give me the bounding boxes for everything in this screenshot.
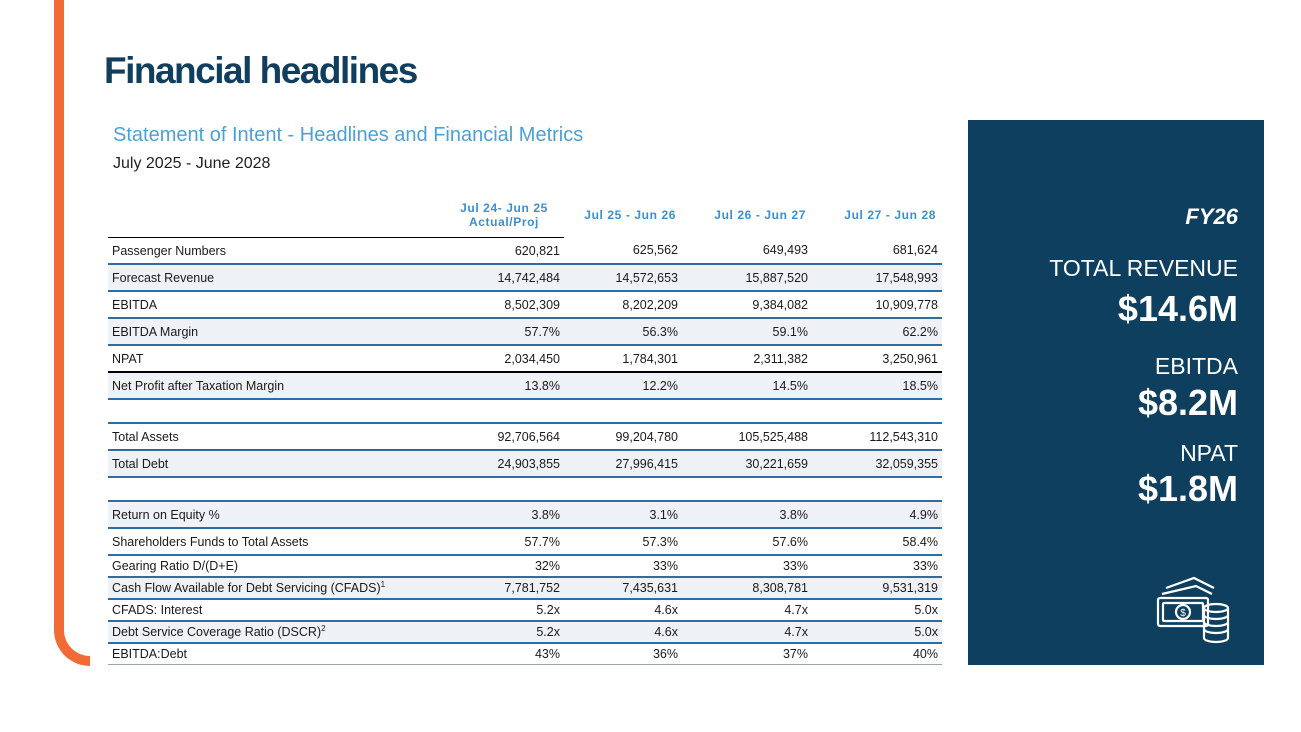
table-row	[108, 555, 942, 577]
cell: 4.7x	[682, 621, 812, 643]
cell: 17,548,993	[812, 264, 942, 291]
row-label: Total Assets	[108, 423, 444, 450]
kpi-panel	[968, 120, 1264, 665]
footnote-marker: 2	[321, 624, 326, 634]
cell: 5.0x	[812, 621, 942, 643]
cell: 2,311,382	[682, 345, 812, 372]
cell: 3.8%	[682, 501, 812, 528]
cell: 18.5%	[812, 372, 942, 399]
cell: 27,996,415	[564, 450, 682, 477]
cell: 92,706,564	[444, 423, 564, 450]
cell: 57.7%	[444, 528, 564, 555]
table-subtitle: Statement of Intent - Headlines and Financial Metrics	[113, 124, 584, 146]
header-col-1-line1: Jul 24- Jun 25	[460, 201, 548, 215]
row-label: Gearing Ratio D/(D+E)	[108, 555, 444, 577]
cell: 32,059,355	[812, 450, 942, 477]
cell: 5.2x	[444, 599, 564, 621]
kpi-value-revenue: $14.6M	[1117, 288, 1238, 329]
cell: 9,384,082	[682, 291, 812, 318]
cell: 8,502,309	[444, 291, 564, 318]
cell: 2,034,450	[444, 345, 564, 372]
header-col-4: Jul 27 - Jun 28	[844, 208, 936, 223]
kpi-label-npat: NPAT	[1180, 440, 1238, 466]
kpi-label-revenue: TOTAL REVENUE	[1049, 255, 1238, 281]
page-title: Financial headlines	[104, 50, 417, 91]
table-period: July 2025 - June 2028	[113, 155, 271, 172]
cell: 36%	[564, 643, 682, 665]
table-row	[108, 372, 942, 399]
cell: 99,204,780	[564, 423, 682, 450]
cell: 3,250,961	[812, 345, 942, 372]
cell: 10,909,778	[812, 291, 942, 318]
cell: 58.4%	[812, 528, 942, 555]
row-label: Forecast Revenue	[108, 264, 444, 291]
cell: 7,435,631	[564, 577, 682, 599]
footnote-marker: 1	[380, 580, 386, 590]
cell: 37%	[682, 643, 812, 665]
table-row	[108, 345, 942, 372]
header-col-2: Jul 25 - Jun 26	[584, 208, 676, 223]
cell: 24,903,855	[444, 450, 564, 477]
kpi-label-ebitda: EBITDA	[1154, 353, 1238, 379]
header-col-1	[444, 193, 564, 238]
cell: 105,525,488	[682, 423, 812, 450]
cell: 7,781,752	[444, 577, 564, 599]
row-label: Return on Equity %	[108, 501, 444, 528]
accent-curve	[54, 600, 90, 666]
table-row	[108, 599, 942, 621]
svg-text:$: $	[1180, 608, 1186, 619]
cell: 4.6x	[564, 599, 682, 621]
table-row	[108, 264, 942, 291]
table-row	[108, 528, 942, 555]
row-label-text: Debt Service Coverage Ratio (DSCR)	[112, 625, 322, 640]
cell: 57.6%	[682, 528, 812, 555]
table-row	[108, 318, 942, 345]
row-label: Net Profit after Taxation Margin	[108, 372, 444, 399]
table-spacer	[108, 399, 942, 423]
cell: 30,221,659	[682, 450, 812, 477]
table-row	[108, 423, 942, 450]
cell: 33%	[682, 555, 812, 577]
table-row	[108, 238, 942, 265]
cell: 8,308,781	[682, 577, 812, 599]
cell: 3.1%	[564, 501, 682, 528]
cell: 620,821	[444, 238, 564, 265]
cell: 12.2%	[564, 372, 682, 399]
row-label-text: Cash Flow Available for Debt Servicing (CFADS)	[112, 581, 381, 596]
cell: 40%	[812, 643, 942, 665]
table-row	[108, 643, 942, 665]
row-label	[108, 577, 444, 599]
cell: 33%	[564, 555, 682, 577]
cell: 57.3%	[564, 528, 682, 555]
cell: 32%	[444, 555, 564, 577]
cell: 4.9%	[812, 501, 942, 528]
cell: 33%	[812, 555, 942, 577]
row-label: EBITDA:Debt	[108, 643, 444, 665]
kpi-value-ebitda: $8.2M	[1137, 382, 1238, 423]
cell: 56.3%	[564, 318, 682, 345]
cell: 649,493	[682, 238, 812, 265]
cell: 5.2x	[444, 621, 564, 643]
row-label: EBITDA	[108, 291, 444, 318]
row-label: Passenger Numbers	[108, 238, 444, 265]
cell: 15,887,520	[682, 264, 812, 291]
cell: 1,784,301	[564, 345, 682, 372]
cell: 14,572,653	[564, 264, 682, 291]
table-spacer	[108, 477, 942, 501]
cell: 14.5%	[682, 372, 812, 399]
row-label	[108, 621, 444, 643]
row-label: Shareholders Funds to Total Assets	[108, 528, 444, 555]
cell: 4.6x	[564, 621, 682, 643]
row-label: CFADS: Interest	[108, 599, 444, 621]
table-row	[108, 621, 942, 643]
cell: 43%	[444, 643, 564, 665]
cell: 13.8%	[444, 372, 564, 399]
money-stack-icon	[1154, 568, 1234, 648]
cell: 112,543,310	[812, 423, 942, 450]
table-row	[108, 501, 942, 528]
kpi-value-npat: $1.8M	[1137, 468, 1238, 509]
cell: 59.1%	[682, 318, 812, 345]
header-label-blank	[108, 193, 444, 238]
accent-bar	[54, 0, 64, 630]
cell: 9,531,319	[812, 577, 942, 599]
table-row	[108, 577, 942, 599]
table-row	[108, 291, 942, 318]
row-label: EBITDA Margin	[108, 318, 444, 345]
table-row	[108, 450, 942, 477]
kpi-year: FY26	[1185, 204, 1238, 229]
cell: 625,562	[564, 238, 682, 265]
cell: 8,202,209	[564, 291, 682, 318]
cell: 681,624	[812, 238, 942, 265]
cell: 14,742,484	[444, 264, 564, 291]
financial-table	[108, 193, 942, 665]
header-col-3: Jul 26 - Jun 27	[714, 208, 806, 223]
row-label: Total Debt	[108, 450, 444, 477]
header-col-1-line2: Actual/Proj	[469, 215, 539, 229]
cell: 4.7x	[682, 599, 812, 621]
table-header-row	[108, 193, 942, 238]
cell: 57.7%	[444, 318, 564, 345]
cell: 3.8%	[444, 501, 564, 528]
row-label: NPAT	[108, 345, 444, 372]
cell: 5.0x	[812, 599, 942, 621]
cell: 62.2%	[812, 318, 942, 345]
